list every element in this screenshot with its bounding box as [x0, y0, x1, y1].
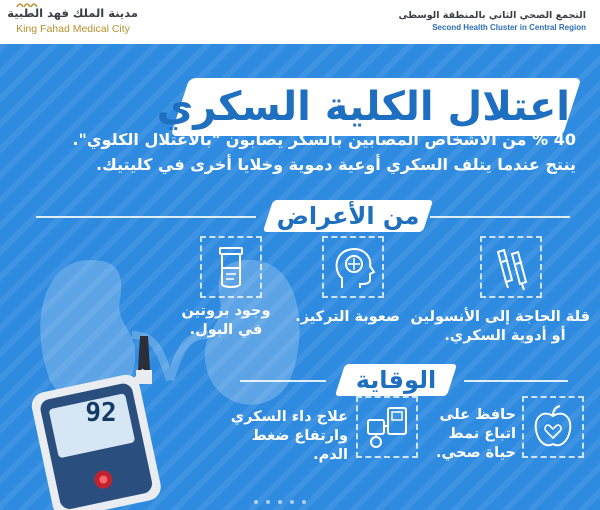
prevention-heading-banner [340, 364, 452, 396]
decorative-dots-icon [250, 496, 310, 508]
symptom-1-label-line-1: قلة الحاجة إلى الأنسولين [410, 309, 590, 325]
kfmc-arabic-name: مدينة الملك فهد الطبية [7, 6, 138, 20]
symptoms-heading: من الأعراض [276, 202, 420, 230]
symptom-2-label-line-1: صعوبة التركيز. [295, 309, 400, 325]
prevention-2-label [228, 408, 348, 465]
symptoms-divider-right [430, 216, 570, 218]
prevention-heading: الوقاية [355, 366, 437, 394]
apple-heart-icon [530, 404, 576, 450]
prevention-divider-right [464, 380, 568, 382]
health-cluster-logo [386, 10, 586, 36]
health-cluster-arabic-name: التجمع الصحي الثاني بالمنطقة الوسطى [398, 10, 586, 21]
kfmc-logo [8, 6, 138, 40]
page-title: اعتلال الكلية السكري [156, 84, 570, 130]
prevention-1-label-line-1: حافظ على [439, 407, 516, 423]
symptom-2-icon-box [322, 236, 384, 298]
infographic-panel [0, 44, 600, 510]
symptom-3-label [176, 302, 276, 340]
prevention-1-icon-box [522, 396, 584, 458]
prevention-1-label [426, 406, 516, 463]
prevention-1-label-line-3: حياة صحي. [435, 445, 516, 461]
prevention-2-label-line-3: الدم. [313, 447, 348, 463]
symptom-1-label [410, 308, 590, 346]
prevention-2-label-line-1: علاج داء السكري [230, 409, 348, 425]
health-cluster-english-name: Second Health Cluster in Central Region [432, 23, 586, 32]
prevention-1-label-line-2: اتباع نمط [448, 426, 516, 442]
symptom-1-icon-box [480, 236, 542, 298]
blood-pressure-monitor-icon [364, 404, 410, 450]
symptom-1-label-line-2: أو أدوية السكري. [444, 328, 566, 344]
prevention-2-icon-box [356, 396, 418, 458]
urine-sample-icon [208, 244, 254, 290]
brain-head-icon [330, 244, 376, 290]
prevention-divider-left [240, 380, 326, 382]
header [0, 0, 600, 44]
insulin-pen-icon [488, 244, 534, 290]
intro-line-2: ينتج عندما يتلف السكري أوعية دموية وخلايا أخرى في كليتيك. [96, 155, 576, 174]
intro-line-1: 40 % من الأشخاص المصابين بالسكر يصابون "بالاعتلال الكلوي". [72, 130, 576, 149]
glucose-reading: 92 [85, 398, 117, 428]
symptoms-divider-left [36, 216, 256, 218]
symptom-2-label [295, 308, 400, 327]
symptom-3-label-line-1: وجود بروتين [181, 303, 271, 319]
symptoms-heading-banner [268, 200, 428, 232]
kfmc-english-name: King Fahad Medical City [16, 23, 130, 35]
symptom-3-label-line-2: في البول. [189, 322, 263, 338]
symptom-3-icon-box [200, 236, 262, 298]
prevention-2-label-line-2: وارتفاع ضغط [251, 428, 348, 444]
